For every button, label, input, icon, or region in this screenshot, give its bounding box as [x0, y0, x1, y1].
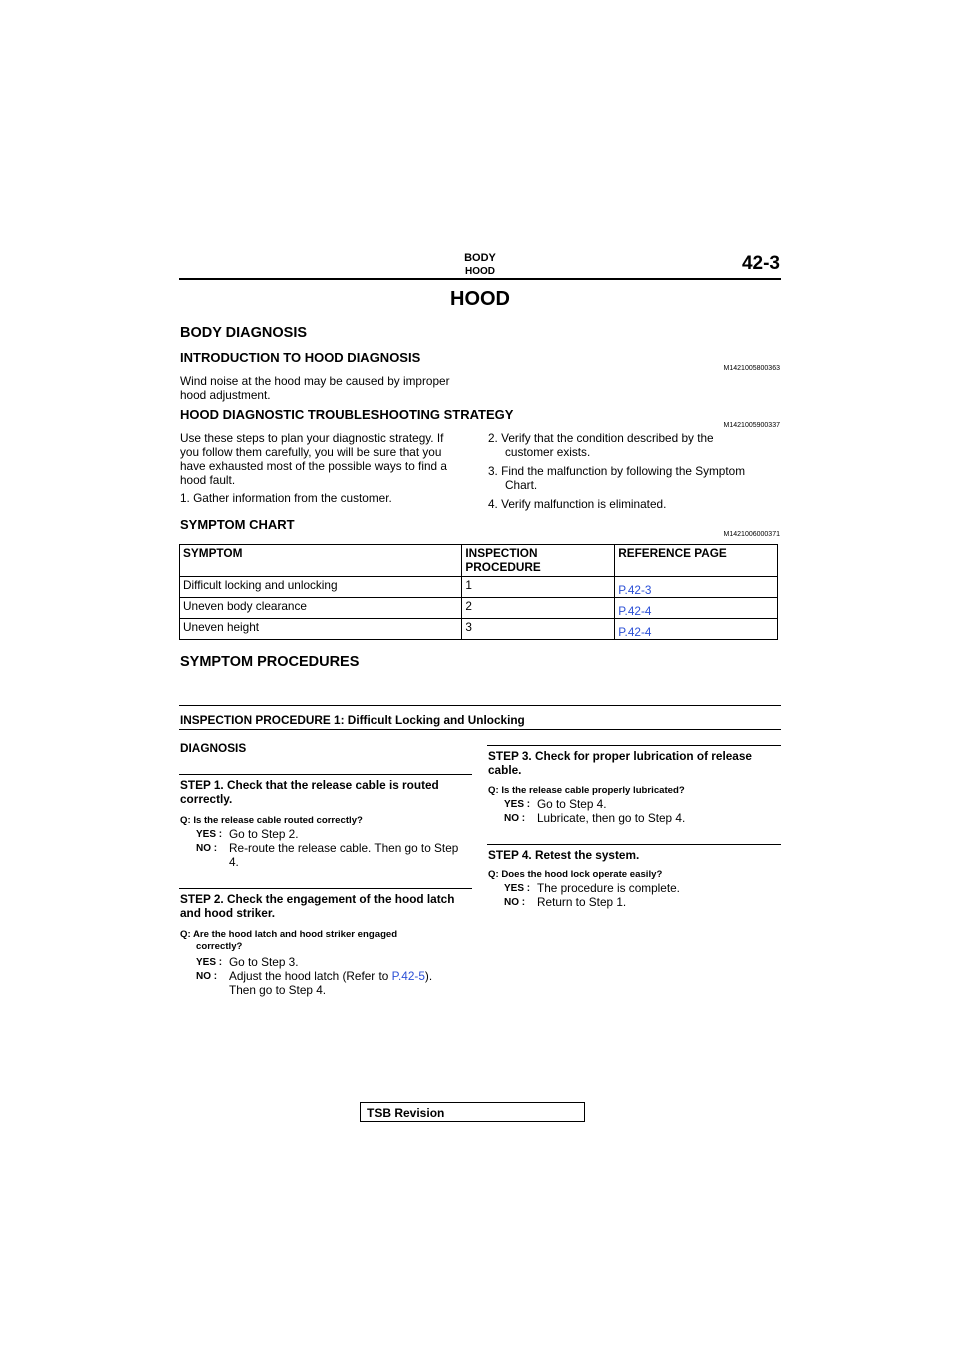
step-2-yes-label: YES :: [196, 957, 223, 968]
answer-text: ).: [424, 969, 433, 983]
step-2-yes-text: Go to Step 3.: [229, 955, 299, 969]
header-rule: [179, 278, 781, 280]
step-3-yes-label: YES :: [504, 799, 531, 810]
step-4-question: Q: Does the hood lock operate easily?: [488, 869, 663, 880]
cell-procedure: 3: [462, 619, 615, 640]
strategy-line: you follow them carefully, you will be sure that you: [180, 445, 442, 459]
col-procedure-line: PROCEDURE: [465, 560, 541, 574]
table-row: [180, 577, 778, 598]
intro-text: [180, 374, 450, 402]
step-heading-line: and hood striker.: [180, 906, 276, 920]
step-2-question: [180, 929, 397, 953]
symptom-table: [179, 544, 778, 640]
step-2-no-label: NO :: [196, 971, 218, 982]
reference-link[interactable]: P.42-4: [618, 604, 652, 618]
step-heading-line: cable.: [488, 763, 522, 777]
header-subsection: HOOD: [465, 266, 495, 277]
step-heading-line: correctly.: [180, 792, 233, 806]
step-1-question: Q: Is the release cable routed correctly?: [180, 815, 363, 826]
procedure-rule-bottom: [179, 729, 781, 730]
step-4-no-label: NO :: [504, 897, 526, 908]
cell-procedure: 2: [462, 598, 615, 619]
strategy-step-1: 1. Gather information from the customer.: [180, 491, 392, 505]
step-3-question: Q: Is the release cable properly lubricated?: [488, 785, 685, 796]
reference-link[interactable]: P.42-5: [391, 969, 425, 983]
step-1-yes-label: YES :: [196, 829, 223, 840]
answer-line: Re-route the release cable. Then go to Step: [229, 841, 459, 855]
cell-reference-link[interactable]: [615, 619, 778, 640]
page-number: 42-3: [741, 253, 780, 274]
header-section: BODY: [464, 252, 496, 264]
col-reference: REFERENCE PAGE: [615, 545, 778, 577]
intro-line: hood adjustment.: [180, 388, 271, 402]
cell-procedure: 1: [462, 577, 615, 598]
intro-heading: INTRODUCTION TO HOOD DIAGNOSIS: [180, 350, 421, 365]
procedure-1-title: INSPECTION PROCEDURE 1: Difficult Locking and Unlocking: [180, 713, 525, 727]
strategy-paragraph: [180, 431, 447, 487]
symptom-chart-code: M1421006000371: [723, 531, 780, 538]
strategy-code: M1421005900337: [723, 422, 780, 429]
strategy-step-4: 4. Verify malfunction is eliminated.: [488, 497, 667, 511]
answer-line: Then go to Step 4.: [229, 983, 327, 997]
question-line: Q: Are the hood latch and hood striker engaged: [180, 929, 398, 940]
table-row: [180, 619, 778, 640]
step-4-yes-label: YES :: [504, 883, 531, 894]
strategy-step-line: customer exists.: [505, 445, 591, 459]
step-2-heading: [180, 892, 454, 920]
step-3-no-text: Lubricate, then go to Step 4.: [537, 811, 686, 825]
tsb-revision-box: TSB Revision: [360, 1102, 585, 1122]
strategy-line: have exhausted most of the possible ways to find a: [180, 459, 447, 473]
step-heading-line: STEP 1. Check that the release cable is routed: [180, 778, 439, 792]
step-4-rule: [487, 844, 781, 845]
question-line: correctly?: [196, 941, 243, 952]
table-row: [180, 598, 778, 619]
step-1-no-text: [229, 841, 458, 869]
col-symptom: SYMPTOM: [180, 545, 462, 577]
step-1-rule: [179, 774, 472, 775]
step-4-heading: STEP 4. Retest the system.: [488, 848, 640, 862]
step-1-yes-text: Go to Step 2.: [229, 827, 299, 841]
cell-symptom: Difficult locking and unlocking: [180, 577, 462, 598]
reference-link[interactable]: P.42-4: [618, 625, 652, 639]
strategy-step-2: [488, 431, 714, 459]
body-diagnosis-heading: BODY DIAGNOSIS: [180, 325, 308, 341]
symptom-procedures-heading: SYMPTOM PROCEDURES: [180, 654, 360, 670]
strategy-line: Use these steps to plan your diagnostic strategy. If: [180, 431, 444, 445]
symptom-chart-heading: SYMPTOM CHART: [180, 517, 295, 532]
col-procedure-line: INSPECTION: [465, 546, 538, 560]
cell-symptom: Uneven body clearance: [180, 598, 462, 619]
table-header-row: [180, 545, 778, 577]
answer-text: Adjust the hood latch (Refer to: [229, 969, 392, 983]
strategy-step-line: Chart.: [505, 478, 538, 492]
step-3-heading: [488, 749, 752, 777]
step-2-no-text: [229, 969, 432, 997]
intro-code: M1421005800363: [723, 365, 780, 372]
step-heading-line: STEP 2. Check the engagement of the hood latch: [180, 892, 455, 906]
strategy-heading: HOOD DIAGNOSTIC TROUBLESHOOTING STRATEGY: [180, 407, 514, 422]
intro-line: Wind noise at the hood may be caused by improper: [180, 374, 450, 388]
step-3-rule: [487, 745, 781, 746]
step-3-no-label: NO :: [504, 813, 526, 824]
strategy-step-line: 3. Find the malfunction by following the Symptom: [488, 464, 746, 478]
cell-reference-link[interactable]: [615, 598, 778, 619]
strategy-step-line: 2. Verify that the condition described by the: [488, 431, 714, 445]
step-heading-line: STEP 3. Check for proper lubrication of release: [488, 749, 752, 763]
strategy-step-3: [488, 464, 745, 492]
step-2-rule: [179, 888, 472, 889]
step-4-no-text: Return to Step 1.: [537, 895, 627, 909]
page-title: HOOD: [450, 288, 510, 310]
strategy-line: hood fault.: [180, 473, 236, 487]
reference-link[interactable]: P.42-3: [618, 583, 652, 597]
answer-line: [229, 969, 432, 983]
col-procedure: [462, 545, 615, 577]
step-3-yes-text: Go to Step 4.: [537, 797, 607, 811]
step-4-yes-text: The procedure is complete.: [537, 881, 680, 895]
answer-line: 4.: [229, 855, 239, 869]
step-1-no-label: NO :: [196, 843, 218, 854]
procedure-rule-top: [179, 705, 781, 706]
cell-symptom: Uneven height: [180, 619, 462, 640]
step-1-heading: [180, 778, 439, 806]
cell-reference-link[interactable]: [615, 577, 778, 598]
diagnosis-label: DIAGNOSIS: [180, 741, 247, 755]
